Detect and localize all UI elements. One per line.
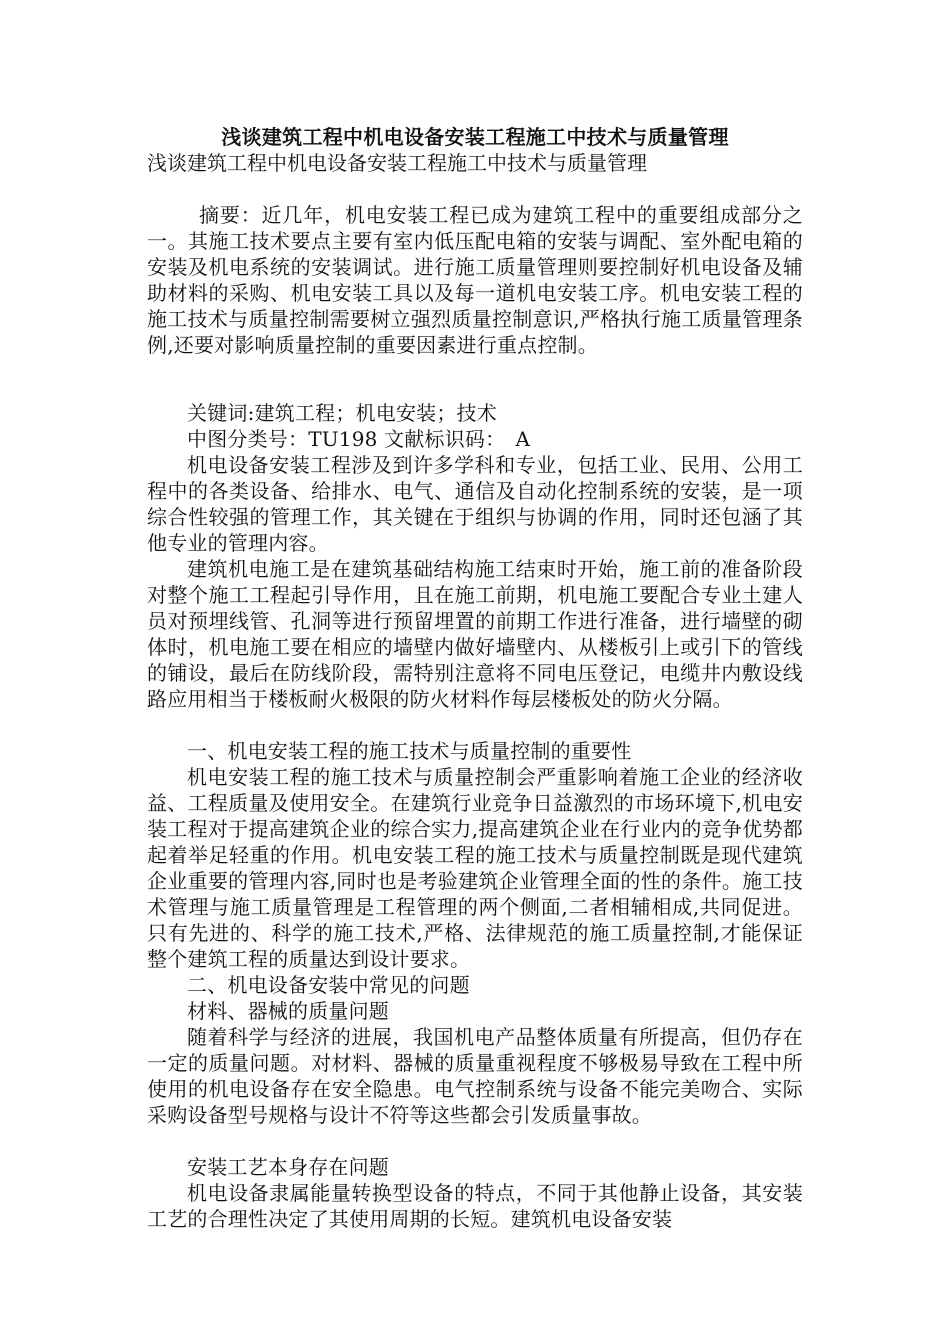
body-paragraph: 建筑机电施工是在建筑基础结构施工结束时开始，施工前的准备阶段对整个施工工程起引导作用，且在施工前期，机电施工要配合专业土建人员对预埋线管、孔洞等进行预留埋置的前期工作进行准备，进行墙壁的砌体时，机电施工要在相应的墙壁内做好墙壁内、从楼板引上或引下的管线的铺设，最后在防线阶段，需特别注意将不同电压登记，电缆井内敷设线路应用相当于楼板耐火极限的防火材料作每层楼板处的防火分隔。 [147, 557, 803, 711]
body-paragraph: 机电设备安装工程涉及到许多学科和专业，包括工业、民用、公用工程中的各类设备、给排水、电气、通信及自动化控制系统的安装，是一项综合性较强的管理工作，其关键在于组织与协调的作用，同时还包涵了其他专业的管理内容。 [147, 453, 803, 555]
classification-line: 中图分类号：TU198 文献标识码： A [187, 427, 531, 451]
subsection-heading: 材料、器械的质量问题 [187, 999, 389, 1023]
section-heading: 一、机电安装工程的施工技术与质量控制的重要性 [187, 739, 632, 763]
body-paragraph: 机电安装工程的施工技术与质量控制会严重影响着施工企业的经济收益、工程质量及使用安全。在建筑行业竞争日益激烈的市场环境下,机电安装工程对于提高建筑企业的综合实力,提高建筑企业在行业内的竞争优势都起着举足轻重的作用。机电安装工程的施工技术与质量控制既是现代建筑企业重要的管理内容,同时也是考验建筑企业管理全面的性的条件。施工技术管理与施工质量管理是工程管理的两个侧面,二者相辅相成,共同促进。只有先进的、科学的施工技术,严格、法律规范的施工质量控制,才能保证整个建筑工程的质量达到设计要求。 [147, 765, 803, 971]
body-paragraph: 随着科学与经济的进展，我国机电产品整体质量有所提高，但仍存在一定的质量问题。对材料、器械的质量重视程度不够极易导致在工程中所使用的机电设备存在安全隐患。电气控制系统与设备不能完美吻合、实际采购设备型号规格与设计不符等这些都会引发质量事故。 [147, 1025, 803, 1127]
keywords-line: 关键词:建筑工程；机电安装；技术 [187, 401, 497, 425]
subsection-heading: 安装工艺本身存在问题 [187, 1155, 389, 1179]
abstract-paragraph: 摘要：近几年，机电安装工程已成为建筑工程中的重要组成部分之一。其施工技术要点主要有室内低压配电箱的安装与调配、室外配电箱的安装及机电系统的安装调试。进行施工质量管理则要控制好机电设备及辅助材料的采购、机电安装工具以及每一道机电安装工序。机电安装工程的施工技术与质量控制需要树立强烈质量控制意识,严格执行施工质量管理条例,还要对影响质量控制的重要因素进行重点控制。 [147, 203, 803, 357]
body-paragraph: 机电设备隶属能量转换型设备的特点，不同于其他静止设备，其安装工艺的合理性决定了其使用周期的长短。建筑机电设备安装 [147, 1181, 803, 1231]
document-title: 浅谈建筑工程中机电设备安装工程施工中技术与质量管理 [221, 125, 729, 149]
section-heading: 二、机电设备安装中常见的问题 [187, 973, 470, 997]
document-subtitle: 浅谈建筑工程中机电设备安装工程施工中技术与质量管理 [147, 151, 647, 175]
